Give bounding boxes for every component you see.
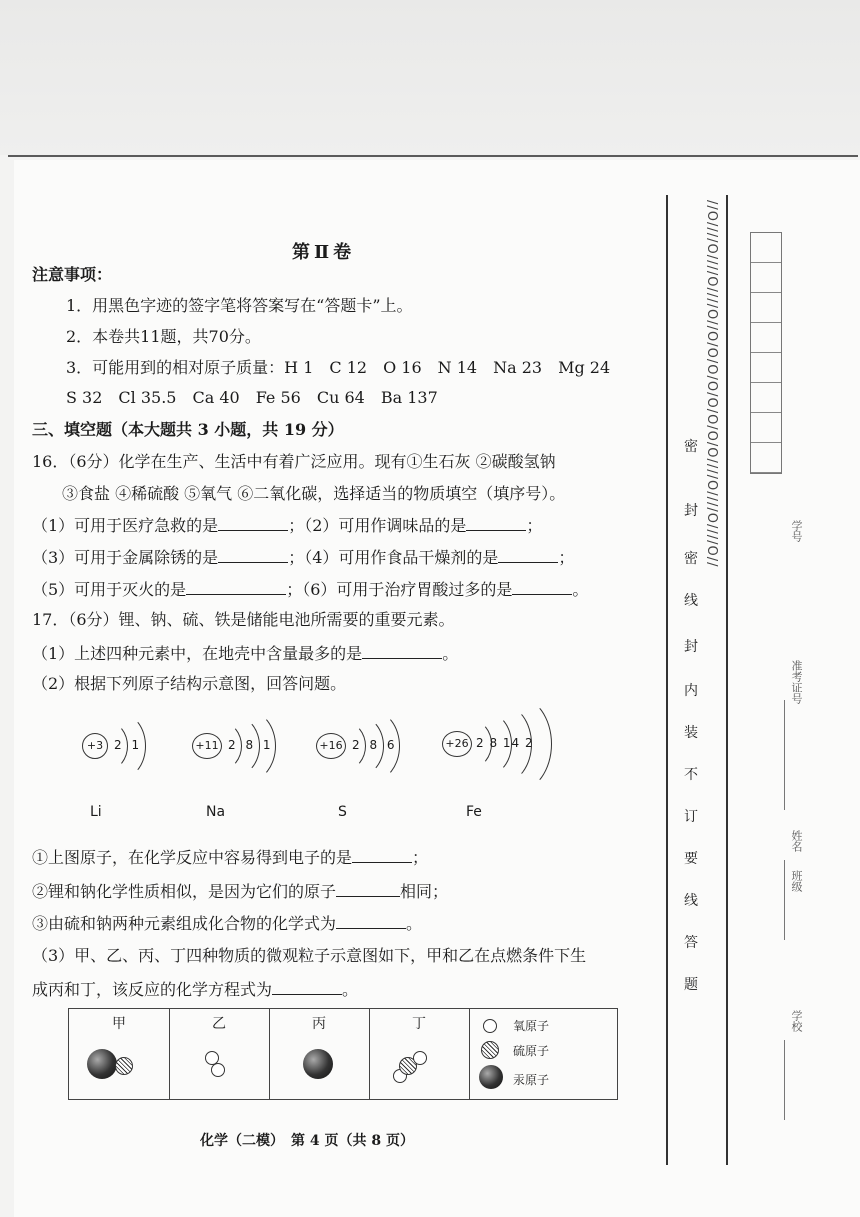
q16-sub6: ；（6）可用于治疗胃酸过多的是 [286, 580, 513, 599]
atom-diagram-s [314, 712, 434, 822]
q17-a1 [32, 846, 428, 868]
answer-blank[interactable] [218, 546, 288, 563]
electron-counts: 2 1 [114, 738, 143, 752]
atom-diagram-li [80, 712, 180, 822]
scanner-background [0, 0, 860, 155]
side-field-label: 学号 [790, 520, 803, 542]
answer-blank[interactable] [352, 846, 412, 863]
q17-a3 [32, 912, 422, 934]
binding-word: 答 [684, 935, 698, 951]
punct: ； [526, 516, 543, 535]
legend-label: 汞原子 [513, 1073, 550, 1087]
answer-blank[interactable] [186, 578, 286, 595]
q17-stem: 17．（6分）锂、钠、硫、铁是储能电池所需要的重要元素。 [32, 610, 455, 629]
element-symbol: Na [206, 804, 226, 820]
electron-counts: 2 8 1 [228, 738, 274, 752]
oxygen-legend-icon [483, 1019, 497, 1033]
side-field-label: 班级 [790, 870, 803, 892]
note-item-continued: S 32 Cl 35.5 Ca 40 Fe 56 Cu 64 Ba 137 [66, 388, 438, 407]
binding-word: 线 [684, 893, 698, 909]
binding-word: 内 [684, 683, 698, 699]
punct: ； [558, 548, 575, 567]
q17-a2 [32, 880, 448, 902]
binding-word: 密 [684, 551, 698, 567]
q17-part3-cont [32, 978, 358, 1000]
binding-slash-column: //O////O////O////O//O/O/O/O/O/O/O/O////O////O////O// [704, 200, 719, 568]
col-header: 乙 [212, 1016, 226, 1032]
punct: 。 [442, 644, 459, 663]
col-header: 甲 [112, 1016, 126, 1032]
part-heading: 三、填空题（本大题共 3 小题，共 19 分） [32, 420, 344, 439]
table-col-bing [269, 1009, 370, 1099]
binding-word: 线 [684, 593, 698, 609]
q16-stem: 16．（6分）化学在生产、生活中有着广泛应用。现有①生石灰 ②碳酸氢钠 [32, 452, 556, 471]
electron-counts: 2 8 14 2 [476, 736, 534, 750]
binding-word: 题 [684, 977, 698, 993]
answer-blank[interactable] [362, 642, 442, 659]
nucleus: +3 [82, 733, 108, 759]
binding-word: 要 [684, 851, 698, 867]
q17-a2-text: ②锂和钠化学性质相似，是因为它们的原子 [32, 882, 337, 901]
q16-sub5: （5）可用于灭火的是 [32, 580, 187, 599]
binding-word: 不 [684, 767, 698, 783]
answer-blank[interactable] [272, 978, 342, 995]
nucleus: +26 [442, 731, 472, 757]
oxygen-atom [211, 1063, 225, 1077]
nucleus: +16 [316, 733, 346, 759]
note-item: 2．本卷共11题，共70分。 [66, 327, 261, 346]
q16-sub1: （1）可用于医疗急救的是 [32, 516, 219, 535]
q16-stem-cont: ③食盐 ④稀硫酸 ⑤氧气 ⑥二氧化碳，选择适当的物质填空（填序号）。 [62, 484, 566, 503]
q17-a3-text: ③由硫和钠两种元素组成化合物的化学式为 [32, 914, 337, 933]
answer-blank[interactable] [218, 514, 288, 531]
answer-blank[interactable] [498, 546, 558, 563]
mercury-atom [87, 1049, 117, 1079]
element-symbol: Li [90, 804, 102, 820]
answer-blank[interactable] [336, 880, 400, 897]
oxygen-atom [413, 1051, 427, 1065]
side-field-label: 学校 [790, 1010, 803, 1032]
q16-sub3: （3）可用于金属除锈的是 [32, 548, 219, 567]
nucleus: +11 [192, 733, 222, 759]
binding-line [666, 195, 668, 1165]
col-header: 丙 [312, 1016, 326, 1032]
q17-part2: （2）根据下列原子结构示意图，回答问题。 [32, 674, 347, 693]
binding-word: 密 [684, 439, 698, 455]
q16-row2 [32, 546, 574, 568]
punct: 。 [406, 914, 423, 933]
binding-word: 订 [684, 809, 698, 825]
q16-row3 [32, 578, 588, 600]
atom-diagram-fe [440, 700, 590, 822]
q17-part1 [32, 642, 458, 664]
field-underline[interactable] [784, 700, 785, 810]
binding-word: 封 [684, 639, 698, 655]
q17-p1-text: （1）上述四种元素中，在地壳中含量最多的是 [32, 644, 363, 663]
electron-counts: 2 8 6 [352, 738, 398, 752]
answer-blank[interactable] [466, 514, 526, 531]
table-col-ding [369, 1009, 470, 1099]
q17-p3-text: 成丙和丁，该反应的化学方程式为 [32, 980, 273, 999]
field-underline[interactable] [784, 860, 785, 940]
q16-sub4: ；（4）可用作食品干燥剂的是 [288, 548, 499, 567]
q17-a1-text: ①上图原子，在化学反应中容易得到电子的是 [32, 848, 353, 867]
legend-label: 硫原子 [513, 1044, 550, 1058]
table-col-jia [69, 1009, 170, 1099]
element-symbol: Fe [466, 804, 482, 820]
note-item: 1．用黑色字迹的签字笔将答案写在“答题卡”上。 [66, 296, 413, 315]
page-footer: 化学（二模） 第 4 页（共 8 页） [200, 1133, 414, 1149]
punct: 。 [342, 980, 359, 999]
section-title: 第Ⅱ卷 [292, 242, 356, 263]
mercury-atom [303, 1049, 333, 1079]
field-underline[interactable] [784, 1040, 785, 1120]
notes-heading: 注意事项： [32, 265, 113, 284]
binding-word: 装 [684, 725, 698, 741]
q17-part3: （3）甲、乙、丙、丁四种物质的微观粒子示意图如下，甲和乙在点燃条件下生 [32, 946, 587, 965]
q16-row1 [32, 514, 542, 536]
sulfur-legend-icon [481, 1041, 499, 1059]
sulfur-atom [115, 1057, 133, 1075]
student-id-grid[interactable] [750, 232, 782, 474]
particle-table [68, 1008, 618, 1100]
side-field-label: 姓名 [790, 830, 803, 852]
legend [469, 1009, 615, 1099]
binding-word: 封 [684, 503, 698, 519]
col-header: 丁 [412, 1016, 426, 1032]
answer-blank[interactable] [512, 578, 572, 595]
punct: ； [412, 848, 429, 867]
mercury-legend-icon [479, 1065, 503, 1089]
binding-line [726, 195, 728, 1165]
punct: 。 [572, 580, 589, 599]
legend-label: 氧原子 [513, 1019, 550, 1033]
atom-diagram-na [190, 712, 310, 822]
fold-line [8, 155, 858, 157]
element-symbol: S [338, 804, 347, 820]
note-item: 3．可能用到的相对原子质量：H 1 C 12 O 16 N 14 Na 23 Mg 24 [66, 358, 611, 377]
q17-a2-end: 相同； [400, 882, 449, 901]
side-field-label: 准考证号 [790, 660, 803, 704]
table-col-yi [169, 1009, 270, 1099]
q16-sub2: ；（2）可用作调味品的是 [288, 516, 467, 535]
answer-blank[interactable] [336, 912, 406, 929]
